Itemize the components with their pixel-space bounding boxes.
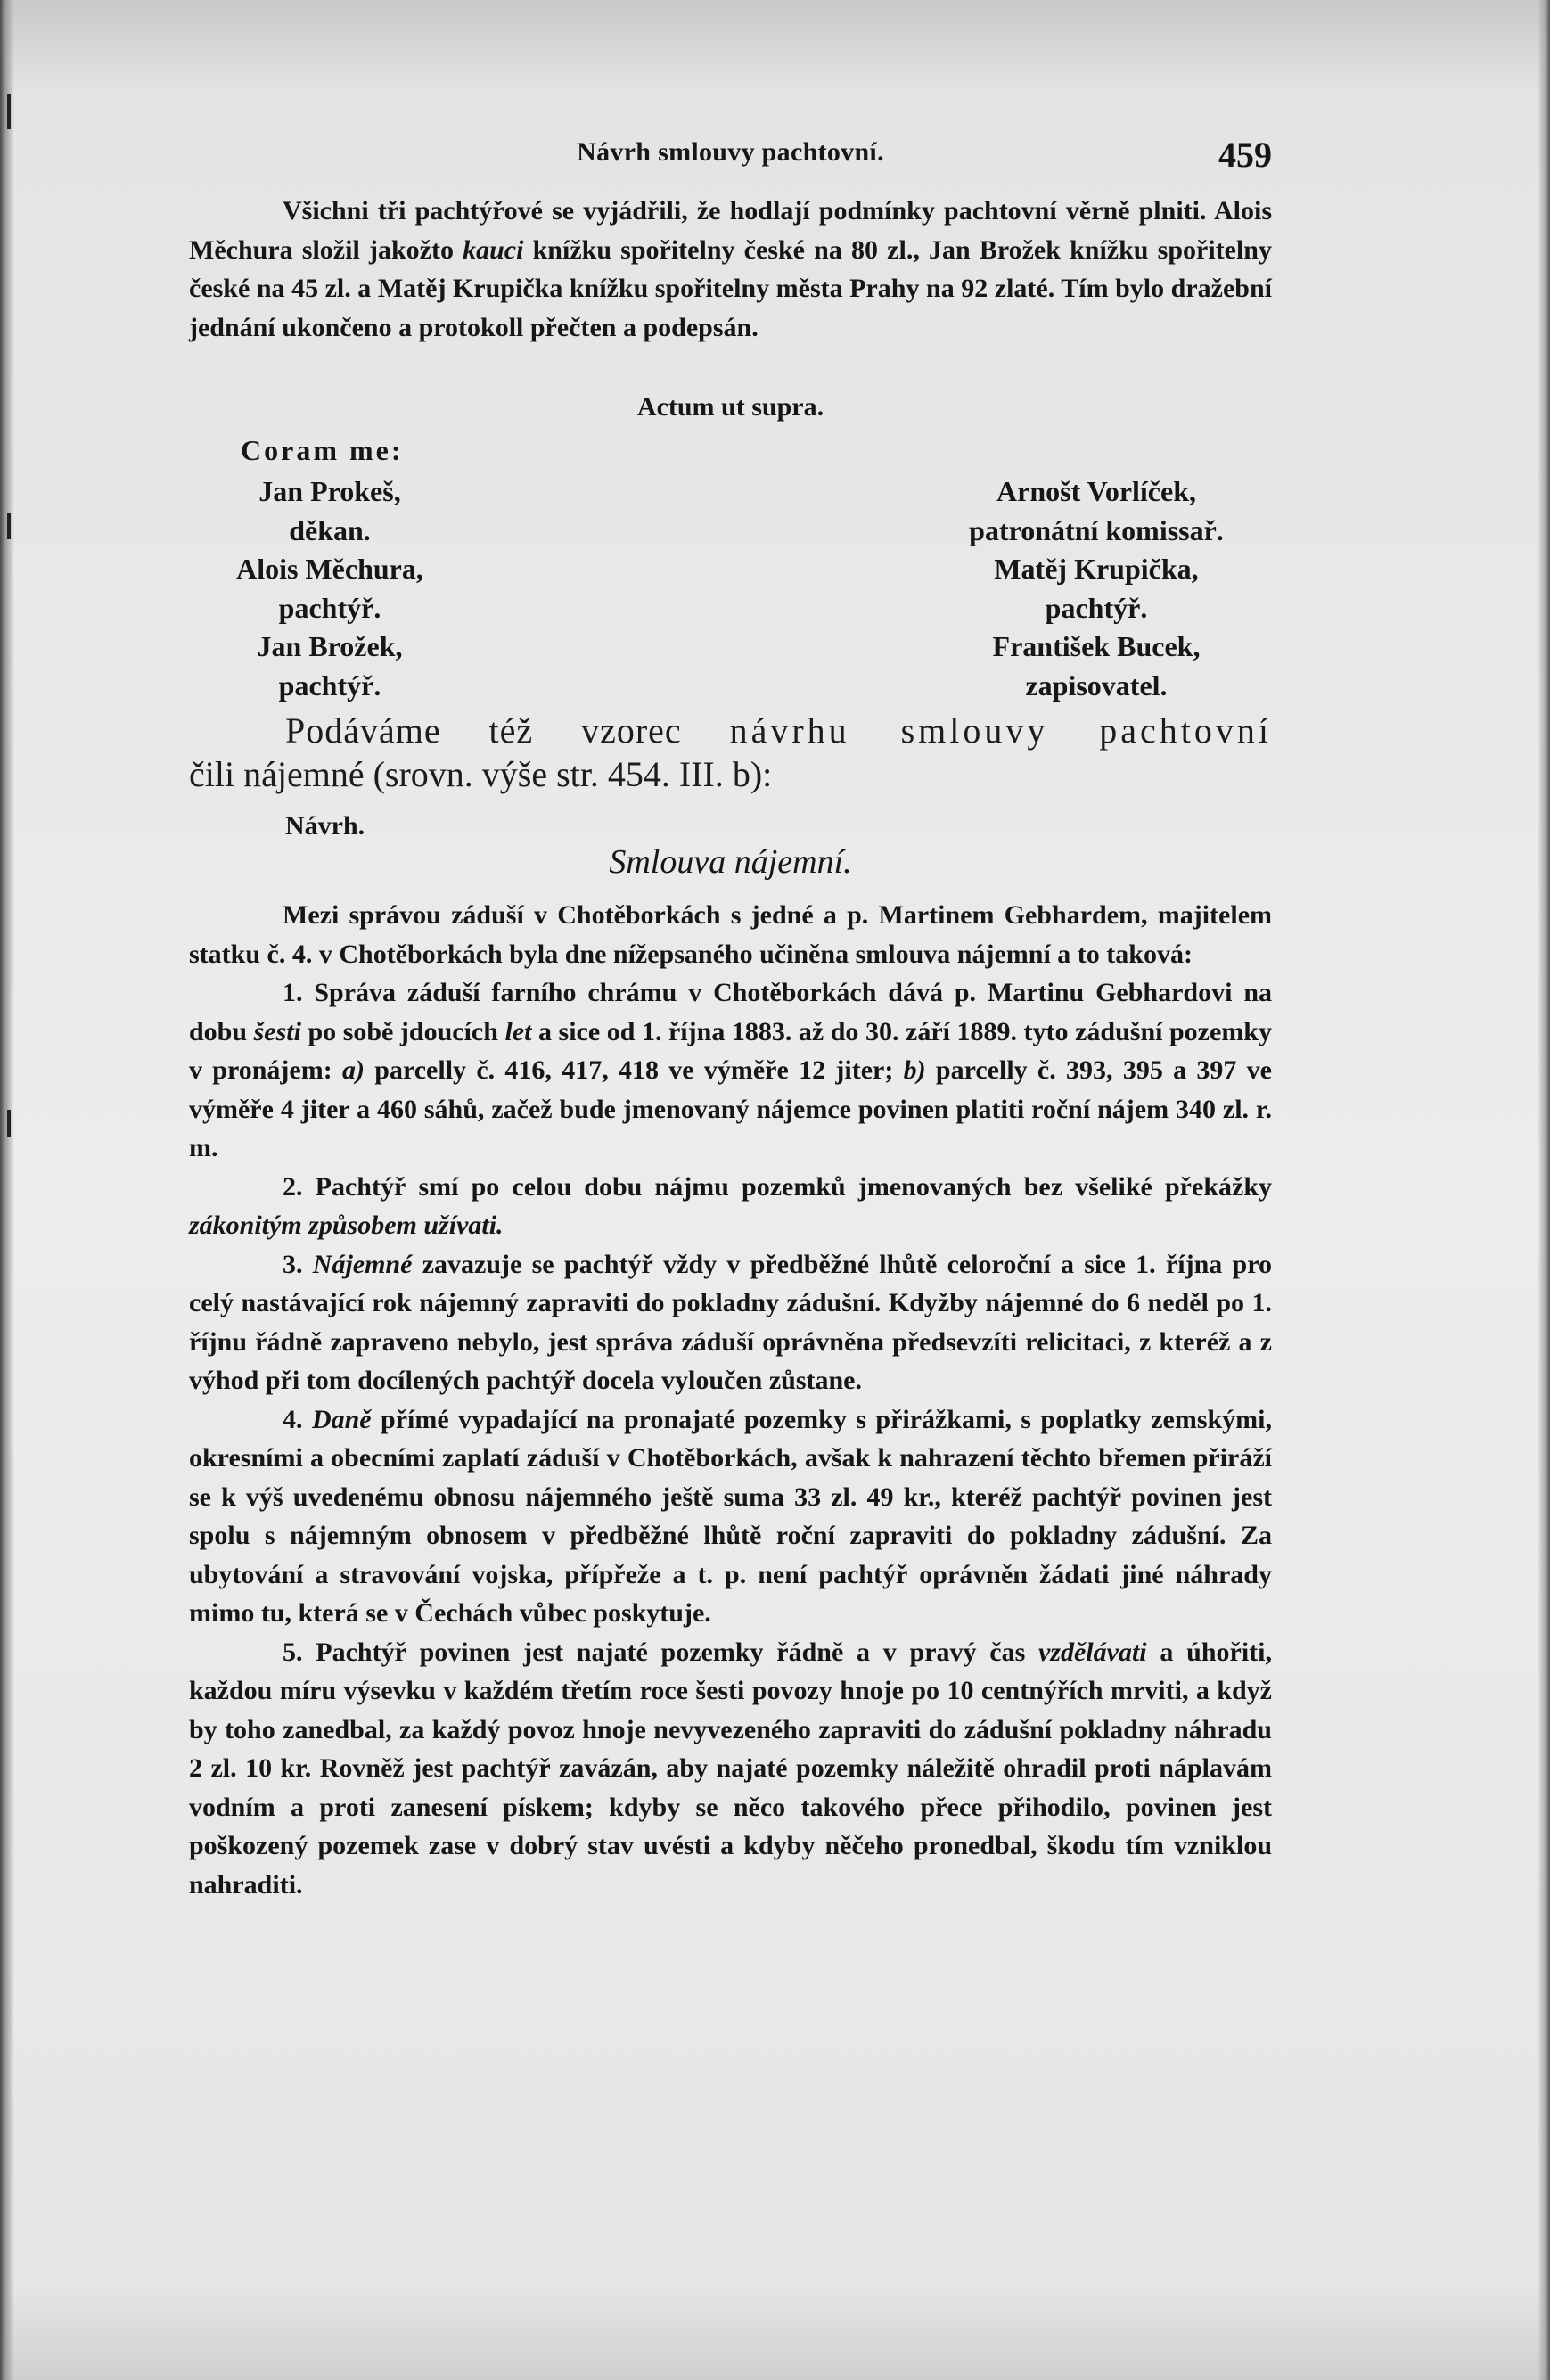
intro-statement (189, 709, 1272, 796)
clause-emphasis: šesti (253, 1016, 301, 1046)
contract-intro: Mezi správou záduší v Chotěborkách s jedné a p. Martinem Gebhardem, majitelem statku č. 4. v Chotěborkách byla dne nížepsaného učiněna smlouva nájemní a to taková: (189, 900, 1272, 969)
clause-text: 2. Pachtýř smí po celou dobu nájmu pozemků jmenovaných bez všeliké překážky (283, 1171, 1272, 1202)
clause-text: parcelly č. 416, 417, 418 ve výměře 12 jiter; (365, 1055, 904, 1085)
clause-text: 5. Pachtýř povinen jest najaté pozemky řádně a v pravý čas (283, 1637, 1038, 1667)
clause-2 (189, 1168, 1272, 1245)
signature-name: Alois Měchura, (236, 553, 423, 585)
clause-1 (189, 973, 1272, 1168)
clause-emphasis: let (504, 1016, 532, 1046)
clause-5 (189, 1633, 1272, 1905)
scan-edge-left (0, 0, 14, 2380)
scan-edge-right (1538, 0, 1550, 2380)
intro-line1: Podáváme též vzorec (285, 710, 682, 751)
contract-body (189, 896, 1272, 1904)
navrh-label: Návrh. (285, 811, 365, 841)
signature-role: zapisovatel. (1025, 669, 1168, 702)
contract-title: Smlouva nájemní. (609, 843, 852, 881)
signatures-left (201, 472, 459, 705)
signatures-right (918, 472, 1275, 705)
clause-emphasis: vzdělávati (1038, 1637, 1147, 1667)
clause-text: zavazuje se pachtýř vždy v předběžné lhůtě celoroční a sice 1. října pro celý nastávající rok nájemný zapraviti do pokladny zádušní. Kdyžby nájemné do 6 neděl po 1. říjnu řádně zapraveno nebylo, jest správa záduší oprávněna předsevzíti relicitaci, z kteréž a z výhod při tom docílených pachtýř docela vyloučen zůstane. (189, 1249, 1272, 1395)
signature-name: Arnošt Vorlíček, (996, 475, 1196, 507)
signature-role: pachtýř. (278, 591, 381, 624)
clause-text: parcelly č. 393, 395 a 397 ve výměře 4 jiter a 460 sáhů, začež bude jmenovaný nájemce povinen platiti roční nájem 340 zl. r. m. (189, 1055, 1272, 1162)
opening-paragraph (189, 192, 1272, 347)
intro-line2: čili nájemné (srovn. výše str. 454. III. b): (189, 754, 773, 794)
signature-name: Jan Brožek, (257, 630, 403, 662)
opening-text-1: Všichni tři pachtýřové se vyjádřili, že hodlají podmínky pachtovní věrně plniti. Alois Měchura složil jakožto (189, 196, 1272, 265)
clause-text: 1. Správa záduší farního chrámu v Chotěborkách dává p. Martinu Gebhardovi na dobu (189, 978, 1272, 1046)
page-number: 459 (1218, 135, 1272, 175)
clause-3 (189, 1245, 1272, 1400)
actum-line: Actum ut supra. (636, 392, 824, 422)
clause-text: a sice od 1. října 1883. až do 30. září 1889. tyto zádušní pozemky v pronájem: (189, 1016, 1272, 1085)
signature-role: pachtýř. (1045, 591, 1148, 624)
clause-emphasis: zákonitým způsobem užívati. (189, 1211, 504, 1240)
clause-text: po sobě jdoucích (300, 1016, 505, 1046)
clause-emphasis: Daně (311, 1404, 372, 1434)
scan-mark (7, 513, 11, 539)
signature-name: Jan Prokeš, (258, 475, 401, 507)
scan-mark (7, 94, 11, 129)
clause-emphasis: b) (903, 1055, 926, 1085)
opening-text-2: knížku spořitelny české na 80 zl., Jan Brožek knížku spořitelny české na 45 zl. a Matěj Krupička knížku spořitelny města Prahy na 92 zlaté. Tím bylo dražební jednání ukončeno a protokoll přečten a podepsán. (189, 234, 1272, 342)
running-title: Návrh smlouvy pachtovní. (577, 137, 884, 167)
clause-emphasis: Nájemné (312, 1249, 413, 1279)
signature-name: František Bucek, (992, 630, 1201, 662)
signature-name: Matěj Krupička, (994, 553, 1199, 585)
intro-line1-spaced: návrhu smlouvy pachtovní (729, 710, 1273, 751)
page-header (189, 134, 1272, 187)
clause-text: přímé vypadající na pronajaté pozemky s přirážkami, s poplatky zemskými, okresními a obecními zaplatí záduší v Chotěborkách, avšak k nahrazení těchto břemen přiráží se k výš uvedenému obnosu nájemného ještě suma 33 zl. 49 kr., kteréž pachtýř povinen jest spolu s nájemným obnosem v předběžné lhůtě roční zapraviti do pokladny zádušní. Za ubytování a stravování vojska, přípřeže a t. p. není pachtýř oprávněn žádati jiné náhrady mimo tu, která se v Čechách vůbec poskytuje. (189, 1404, 1273, 1628)
signature-role: pachtýř. (278, 669, 381, 702)
scan-mark (7, 1110, 11, 1137)
opening-text-kauci: kauci (463, 234, 524, 265)
clause-text: 4. (283, 1404, 312, 1434)
clause-text: a úhořiti, každou míru výsevku v každém třetím roce šesti povozy hnoje po 10 centnýřích mrviti, a když by toho zanedbal, za každý povoz hnoje nevyvezeného zapraviti do zádušní pokladny náhradu 2 zl. 10 kr. Rovněž jest pachtýř zavázán, aby najaté pozemky náležitě ohradil proti náplavám vodním a proti zanesení pískem; kdyby se něco takového přece přihodilo, povinen jest poškozený pozemek zase v dobrý stav uvésti a kdyby něčeho pronedbal, škodu tím vzniklou nahraditi. (189, 1637, 1272, 1900)
clause-4 (189, 1400, 1272, 1633)
coram-label: Coram me: (241, 434, 404, 466)
clause-emphasis: a) (342, 1055, 365, 1085)
clause-text: 3. (283, 1249, 313, 1279)
signature-role: patronátní komissař. (969, 513, 1224, 546)
signature-role: děkan. (289, 513, 371, 546)
